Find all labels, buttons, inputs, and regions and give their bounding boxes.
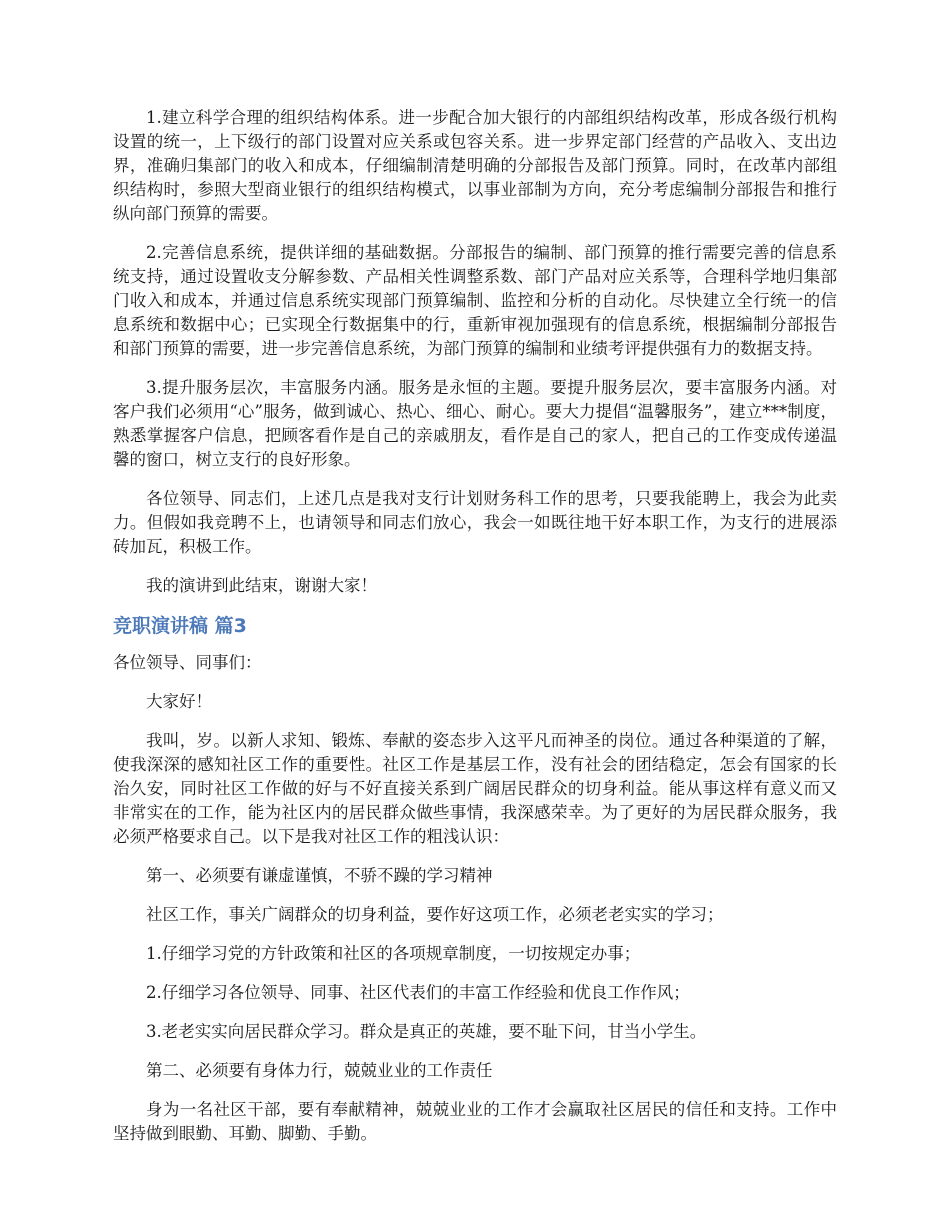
paragraph-info-system: 2.完善信息系统，提供详细的基础数据。分部报告的编制、部门预算的推行需要完善的信息系统支持，通过设置收支分解参数、产品相关性调整系数、部门产品对应关系等，合理科学地归集部门收入和成本，并通过信息系统实现部门预算编制、监控和分析的自动化。尽快建立全行统一的信息系统和数据中心；已实现全行数据集中的行，重新审视加强现有的信息系统，根据编制分部报告和部门预算的需要，进一步完善信息系统，为部门预算的编制和业绩考评提供强有力的数据支持。: [113, 243, 837, 358]
list-item-study-3: 3.老老实实向居民群众学习。群众是真正的英雄，要不耻下问，甘当小学生。: [146, 1022, 707, 1041]
paragraph-study-intro: 社区工作，事关广阔群众的切身利益，要作好这项工作，必须老老实实的学习；: [146, 905, 724, 924]
paragraph-introduction: 我叫，岁。以新人求知、锻炼、奉献的姿态步入这平凡而神圣的岗位。通过各种渠道的了解，使我深深的感知社区工作的重要性。社区工作是基层工作，没有社会的团结稳定，怎会有国家的长治久安，同时社区工作做的好与不好直接关系到广阔居民群众的切身利益。能从事这样有意义而又非常实在的工作，能为社区内的居民群众做些事情，我深感荣幸。为了更好的为居民群众服务，我必须严格要求自己。以下是我对社区工作的粗浅认识：: [113, 731, 837, 846]
paragraph-org-structure: 1.建立科学合理的组织结构体系。进一步配合加大银行的内部组织结构改革，形成各级行机构设置的统一，上下级行的部门设置对应关系或包容关系。进一步界定部门经营的产品收入、支出边界，准确归集部门的收入和成本，仔细编制清楚明确的分部报告及部门预算。同时，在改革内部组织结构时，参照大型商业银行的组织结构模式，以事业部制为方向，充分考虑编制分部报告和推行纵向部门预算的需要。: [113, 108, 837, 223]
greeting: 大家好！: [146, 692, 212, 711]
section-title: 竞职演讲稿 篇3: [113, 615, 247, 637]
paragraph-closing-thoughts: 各位领导、同志们，上述几点是我对支行计划财务科工作的思考，只要我能聘上，我会为此卖力。但假如我竞聘不上，也请领导和同志们放心，我会一如既往地干好本职工作，为支行的进展添砖加瓦，积极工作。: [113, 489, 837, 556]
paragraph-dedication: 身为一名社区干部，要有奉献精神，兢兢业业的工作才会赢取社区居民的信任和支持。工作中坚持做到眼勤、耳勤、脚勤、手勤。: [113, 1100, 837, 1143]
paragraph-service-level: 3.提升服务层次，丰富服务内涵。服务是永恒的主题。要提升服务层次，要丰富服务内涵。对客户我们必须用“心”服务，做到诚心、热心、细心、耐心。要大力提倡“温馨服务”，建立***制度，熟悉掌握客户信息，把顾客看作是自己的亲戚朋友，看作是自己的家人，把自己的工作变成传递温馨的窗口，树立支行的良好形象。: [113, 378, 837, 469]
point-one-title: 第一、必须要有谦虚谨慎，不骄不躁的学习精神: [146, 866, 493, 885]
list-item-study-2: 2.仔细学习各位领导、同事、社区代表们的丰富工作经验和优良工作作风；: [146, 983, 690, 1002]
document-page: [113, 106, 837, 1161]
salutation: 各位领导、同事们：: [113, 653, 262, 672]
point-two-title: 第二、必须要有身体力行，兢兢业业的工作责任: [146, 1061, 493, 1080]
paragraph-thanks: 我的演讲到此结束，谢谢大家！: [146, 576, 377, 595]
list-item-study-1: 1.仔细学习党的方针政策和社区的各项规章制度，一切按规定办事；: [146, 944, 641, 963]
